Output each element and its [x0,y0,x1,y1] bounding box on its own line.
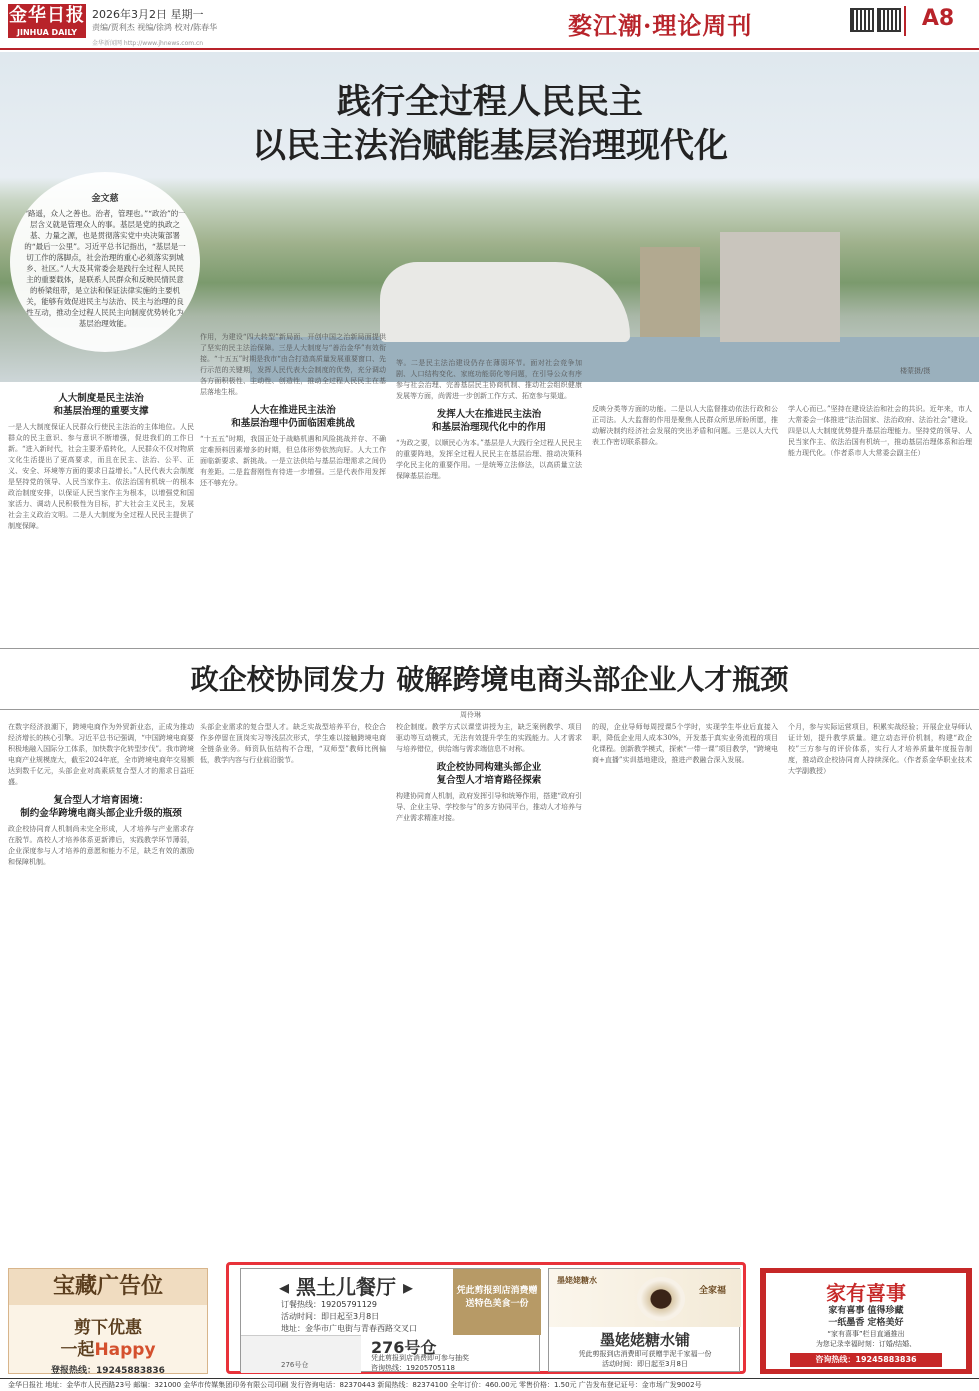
editor-credits: 责编/贾利杰 视编/徐鸿 校对/陈春华 [92,23,218,32]
ad-line: 剪下优惠 [74,1318,142,1338]
ad-title: 家有喜事 [826,1281,906,1305]
article1-column-5: 学人心而已。”坚持在建设法治和社会的共识。近年来，市人大常委会一体推进“法治国家、法治政府、法治社会”建设。四是以人大制度优势提升基层治理能力。坚持党的领导、人民当家作主、依法治国有机统一，推动基层治理体系和治理能力现代化。（作者系市人大常委会副主任） [788,405,972,457]
ad-date: 活动时间：即日起至3月8日 [602,1360,688,1368]
warehouse-name: 276号仓 [371,1338,437,1357]
article1-column-4: 反映分类等方面的功能。二是以人大监督推动依法行政和公正司法。人大监督的作用是聚焦人民群众所思所盼所愿，推动解决制约经济社会发展的突出矛盾和问题。三是以人大代表工作密切联系群众。 [592,405,778,446]
qr-code-icon [850,8,874,32]
ad-date: 活动时间：即日起至3月8日 [281,1312,380,1321]
second-headline: 政企校协同发力 破解跨境电商头部企业人才瓶颈 [0,648,979,710]
article1-column-2: 作用，为建设“四大转型”新局面、开创中国之治新局面提供了坚实的民主法治保障。三是人大制度与“善治金华”有效衔接。“十五五”时期是我市“由合打造高质量发展重要窗口、先行示范的关键期，发挥人民代表大会制度的优势，充分调动各方面积极性、主动性、创造性，推动全过程人民民主在基层落地生根。 人大在推进民主法治 和基层治理中仍面临困难挑战 “十五五”时期，我国正处于战略机遇和风险挑战并存、不确定难预料因素增多的时期，但总体形势依然向好。人大工作面临新要求、新挑战。一是立法供给与基层治理需求之间仍有差距。二是监督刚性有待进一步增强。三是代表作用发挥还不够充分。 [200,333,386,487]
article1-column-1: 人大制度是民主法治 和基层治理的重要支撑 一是人大制度保证人民群众行使民主法治的主体地位。人民群众的民主意识、参与意识不断增强，促进我们的工作日新。“进入新时代，社会主要矛盾转化，人民群众不仅对物质文化生活提出了更高要求，而且在民主、法治、公平、正义、安全、环境等方面的要求日益增长。”人民代表大会制度是坚持党的领导、人民当家作主、依法治国有机统一的根本政治制度安排，以保证人民当家作主为根本，以增强党和国家活力、调动人民积极性为目标，扩大社会主义民主，发展社会主义政治文明。二是人大制度为全过程人民民主提供了制度保障。 [8,393,194,530]
issue-date: 2026年3月2日 星期一 [92,8,204,21]
ad-phone: 订餐热线：19205791129 [281,1300,377,1309]
article1-column-3: 等。二是民主法治建设仍存在薄弱环节。面对社会竞争加剧、人口结构变化、家庭功能弱化等问题，在引导公众有序参与社会治理、完善基层民主协商机制、推动社会组织健康发展等方面，尚需进一步创新工作方式、拓宽参与渠道。 发挥人大在推进民主法治 和基层治理现代化中的作用 “为政之要，以顺民心为本。”基层是人大践行全过程人民民主的重要阵地，发挥全过程人民民主在基层治理、推动决策科学化民主化的重要作用。一是统筹立法修法，以高质量立法保障基层治理。 [396,359,582,480]
ad-phone: 登报热线：19245883836 [51,1366,165,1376]
article2-column-2: 头部企业需求的复合型人才。缺乏实战型培养平台，校企合作多停留在顶岗实习等浅层次形式，学生难以接触跨境电商全链条业务。师资队伍结构不合理，“双师型”教师比例偏低，教学内容与行业前沿脱节。 [200,723,386,764]
ad-line: 凭此剪报到店消费即可参与抽奖 [371,1354,469,1362]
ad-line: 为您记录幸福时刻：订婚/结婚、 [815,1340,917,1348]
ad-phone: 咨询热线：19205705118 [371,1364,455,1372]
pull-quote: 金文慈 “路遥，众人之善也。治者，管理也。”“政治”的一层含义就是管理众人的事。基层是党的执政之基、力量之源，也是贯彻落实党中央决策部署的“最后一公里”。习近平总书记指出，“基层是一切工作的落脚点，社会治理的重心必须落实到城乡、社区。”人大及其常委会是践行全过程人民民主的重要载体，是联系人民群众和反映民情民意的桥梁纽带，是立法和保证法律实施的主要机关，能够有效促进民主与法治、民主与治理的良性互动，推动全过程人民民主向制度优势转化为基层治理效能。 [10,172,200,352]
pagoda [640,247,700,337]
footer-info: 金华日报社 地址：金华市人民西路23号 邮编：321000 金华市传媒集团印务有限公司印刷 发行咨询电话：82370443 新闻热线：82374100 全年订价：460.00元 零售价格：1.50元 广告发布登记证号：金市场广发9002号 [0,1378,979,1391]
ad-phone: 咨询热线：19245883836 [790,1353,942,1367]
article2-author: 周伶琳 [460,711,481,719]
article2-column-5: 个月，参与实际运营项目，积累实战经验；开展企业导师认证计划，提升教学质量。建立动态评价机制，构建“政企校”三方参与的评价体系，实行人才培养质量年度报告制度，推动政企校协同育人持续深化。（作者系金华职业技术大学副教授） [788,723,972,775]
celebration-ad [760,1268,972,1374]
photo-credit: 楼蒙摄/摄 [900,367,931,375]
treasure-ad [8,1268,208,1374]
location-map: 276号仓 [241,1335,361,1373]
page-number: A8 [904,6,970,36]
dessert-ad [548,1268,740,1372]
qr-code-icon [877,8,901,32]
shop-name: 墨姥姥糖水铺 [599,1331,690,1349]
ad-line: 一起Happy [60,1340,156,1360]
main-headline: 践行全过程人民民主 以民主法治赋能基层治理现代化 [252,82,728,166]
article2-column-4: 的现，企业导师每周授课5个学时，实现学生毕业后直接入职，降低企业用人成本30%，开发基于真实业务流程的项目化课程。创新教学模式，探索“一带一课”项目教学，“跨境电商+直播”实训基地建设，推进产教融合深入发展。 [592,723,778,764]
ad-title: 宝藏广告位 [9,1269,207,1305]
restaurant-name: ◂ 黑土儿餐厅 ▸ [278,1275,414,1299]
building [380,262,630,342]
ad-line: 一纸墨香 定格美好 [828,1318,904,1328]
article2-column-3: 校企制度。教学方式以课堂讲授为主，缺乏案例教学、项目驱动等互动模式，无法有效提升学生的实践能力。人才需求与培养错位，供给端与需求端信息不对称。 政企校协同构建头部企业 复合型人才培育路径探索 构建协同育人机制，政府发挥引导和统筹作用，搭建“政府引导、企业主导、学校参与”的多方协同平台，推动人才培养与产业需求精准对接。 [396,723,582,822]
ad-line: “家有喜事”栏目直通推出 [827,1330,905,1338]
dessert-photo: 墨姥姥糖水 全家福 [549,1269,741,1327]
restaurant-ad [240,1268,540,1372]
section-title: 婺江潮·理论周刊 [568,11,753,40]
ad-address: 地址：金华市广电街与青春西路交叉口 [281,1324,417,1333]
article2-column-1: 在数字经济浪潮下，跨境电商作为外贸新业态，正成为推动经济增长的核心引擎。习近平总书记强调，“中国跨境电商要积极地融入国际分工体系，加快数字化转型步伐”。我市跨境电商产业规模庞大，截至2024年底，全市跨境电商年交易额达到数千亿元，头部企业对高素质复合型人才的需求日益旺盛。 复合型人才培育困境： 制约金华跨境电商头部企业升级的瓶颈 政企校协同育人机制尚未完全形成，人才培养与产业需求存在脱节。高校人才培养体系更新滞后，实践教学环节薄弱，企业深度参与人才培养的意愿和能力不足，缺乏有效的激励和保障机制。 [8,723,194,866]
building [720,232,840,342]
website-url: 金华新闻网 http://www.jhnews.com.cn [92,40,204,47]
masthead [0,0,979,50]
ad-line: 凭此剪报到店消费即可获赠芋泥千家福一份 [578,1350,712,1358]
ad-side-banner: 凭此剪报到店消费赠送特色美食一份 [453,1269,541,1335]
ad-line: 家有喜事 值得珍藏 [828,1306,904,1316]
dessert-bowl-icon [637,1277,685,1321]
newspaper-logo: 金华日报 JINHUA DAILY [9,5,85,37]
